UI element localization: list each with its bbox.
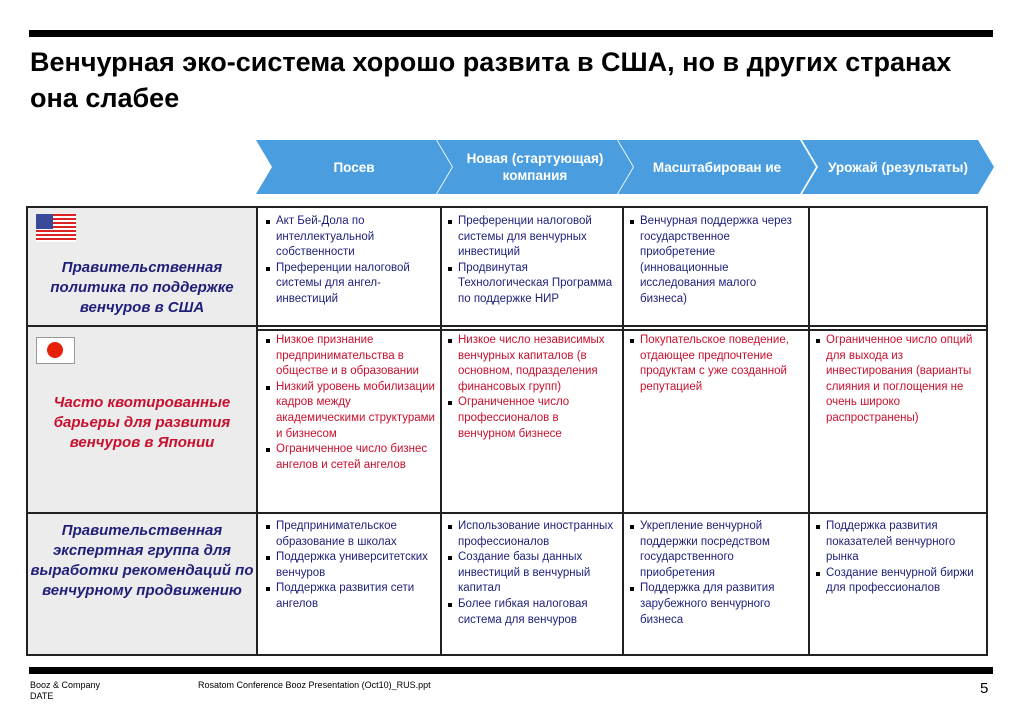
bullet-list (448, 214, 618, 308)
bullet-list (266, 333, 436, 473)
slide-title: Венчурная эко-система хорошо развита в США, но в других странах она слабее (30, 47, 952, 113)
stage-label: Посев (333, 159, 375, 175)
stage-label: Новая (стартующая) компания (466, 151, 604, 183)
bullet-item: Ограниченное число бизнес ангелов и сетей ангелов (266, 442, 436, 473)
footer-filename: Rosatom Conference Booz Presentation (Oct10)_RUS.ppt (198, 680, 431, 690)
table-cell (258, 513, 440, 654)
table-cell (808, 208, 986, 327)
table-cell (808, 327, 986, 513)
bullet-list (630, 214, 804, 308)
footer-company: Booz & Company (30, 680, 101, 690)
footer-left (30, 680, 100, 702)
row-label-cell (28, 327, 258, 513)
column-divider (808, 208, 810, 654)
table-cell (622, 208, 808, 327)
table-cell (808, 513, 986, 654)
top-rule (29, 30, 993, 37)
bullet-item: Предпринимательское образование в школах (266, 519, 436, 550)
stage-chevron (618, 140, 816, 194)
bullet-item: Покупательское поведение, отдающее предпочтение продуктам с уже созданной репутацией (630, 333, 804, 395)
bottom-rule (29, 667, 993, 674)
bullet-list (816, 333, 982, 427)
table-cell (440, 513, 622, 654)
bullet-item: Низкое число независимых венчурных капиталов (в основном, подразделения финансовых групп) (448, 333, 618, 395)
bullet-list (816, 519, 982, 597)
row-label: Часто квотированные барьеры для развития венчуров в Японии (53, 394, 231, 451)
stage-chevron (437, 140, 633, 194)
bullet-item: Преференции налоговой системы для венчурных инвестиций (448, 214, 618, 261)
row-divider (28, 512, 986, 514)
row-label: Правительственная политика по поддержке венчуров в США (50, 259, 234, 316)
bullet-list (630, 519, 804, 628)
stage-label: Масштабирован ие (652, 159, 782, 175)
table-cell (258, 327, 440, 513)
bullet-item: Поддержка университетских венчуров (266, 550, 436, 581)
bullet-item: Поддержка для развития зарубежного венчурного бизнеса (630, 581, 804, 628)
table-cell (622, 327, 808, 513)
bullet-item: Преференции налоговой системы для ангел-инвестиций (266, 261, 436, 308)
row-divider (28, 325, 986, 327)
us-flag-icon (36, 214, 76, 242)
stage-chevron (256, 140, 452, 194)
bullet-item: Создание венчурной биржи для профессионалов (816, 566, 982, 597)
bullet-item: Ограниченное число опций для выхода из инвестирования (варианты слияния и поглощения не очень широко распространены) (816, 333, 982, 427)
bullet-item: Низкое признание предпринимательства в обществе и в образовании (266, 333, 436, 380)
bullet-item: Поддержка развития показателей венчурного рынка (816, 519, 982, 566)
footer-date: DATE (30, 691, 54, 701)
bullet-item: Ограниченное число профессионалов в венчурном бизнесе (448, 395, 618, 442)
bullet-item: Использование иностранных профессионалов (448, 519, 618, 550)
bullet-item: Низкий уровень мобилизации кадров между академическими структурами и бизнесом (266, 380, 436, 442)
column-divider (440, 208, 442, 654)
comparison-table (26, 206, 988, 656)
bullet-item: Венчурная поддержка через государственное приобретение (инновационные исследования малого бизнеса) (630, 214, 804, 308)
bullet-list (448, 333, 618, 442)
bullet-item: Более гибкая налоговая система для венчуров (448, 597, 618, 628)
row-label-cell (28, 208, 258, 327)
bullet-item: Создание базы данных инвестиций в венчурный капитал (448, 550, 618, 597)
bullet-list (266, 519, 436, 613)
bullet-item: Поддержка развития сети ангелов (266, 581, 436, 612)
stage-label: Урожай (результаты) (828, 159, 968, 175)
row-label: Правительственная экспертная группа для выработки рекомендаций по венчурному продвижению (30, 522, 254, 599)
column-divider (622, 208, 624, 654)
stage-chevron (802, 140, 994, 194)
bullet-item: Укрепление венчурной поддержки посредством государственного приобретения (630, 519, 804, 581)
table-cell (440, 208, 622, 327)
bullet-item: Акт Бей-Дола по интеллектуальной собственности (266, 214, 436, 261)
bullet-list (630, 333, 804, 395)
table-cell (258, 208, 440, 327)
page-number: 5 (980, 680, 989, 697)
table-cell (440, 327, 622, 513)
bullet-list (266, 214, 436, 308)
row-label-cell (28, 513, 258, 654)
bullet-item: Продвинутая Технологическая Программа по поддержке НИР (448, 261, 618, 308)
japan-flag-icon (36, 337, 75, 364)
table-cell (622, 513, 808, 654)
bullet-list (448, 519, 618, 628)
